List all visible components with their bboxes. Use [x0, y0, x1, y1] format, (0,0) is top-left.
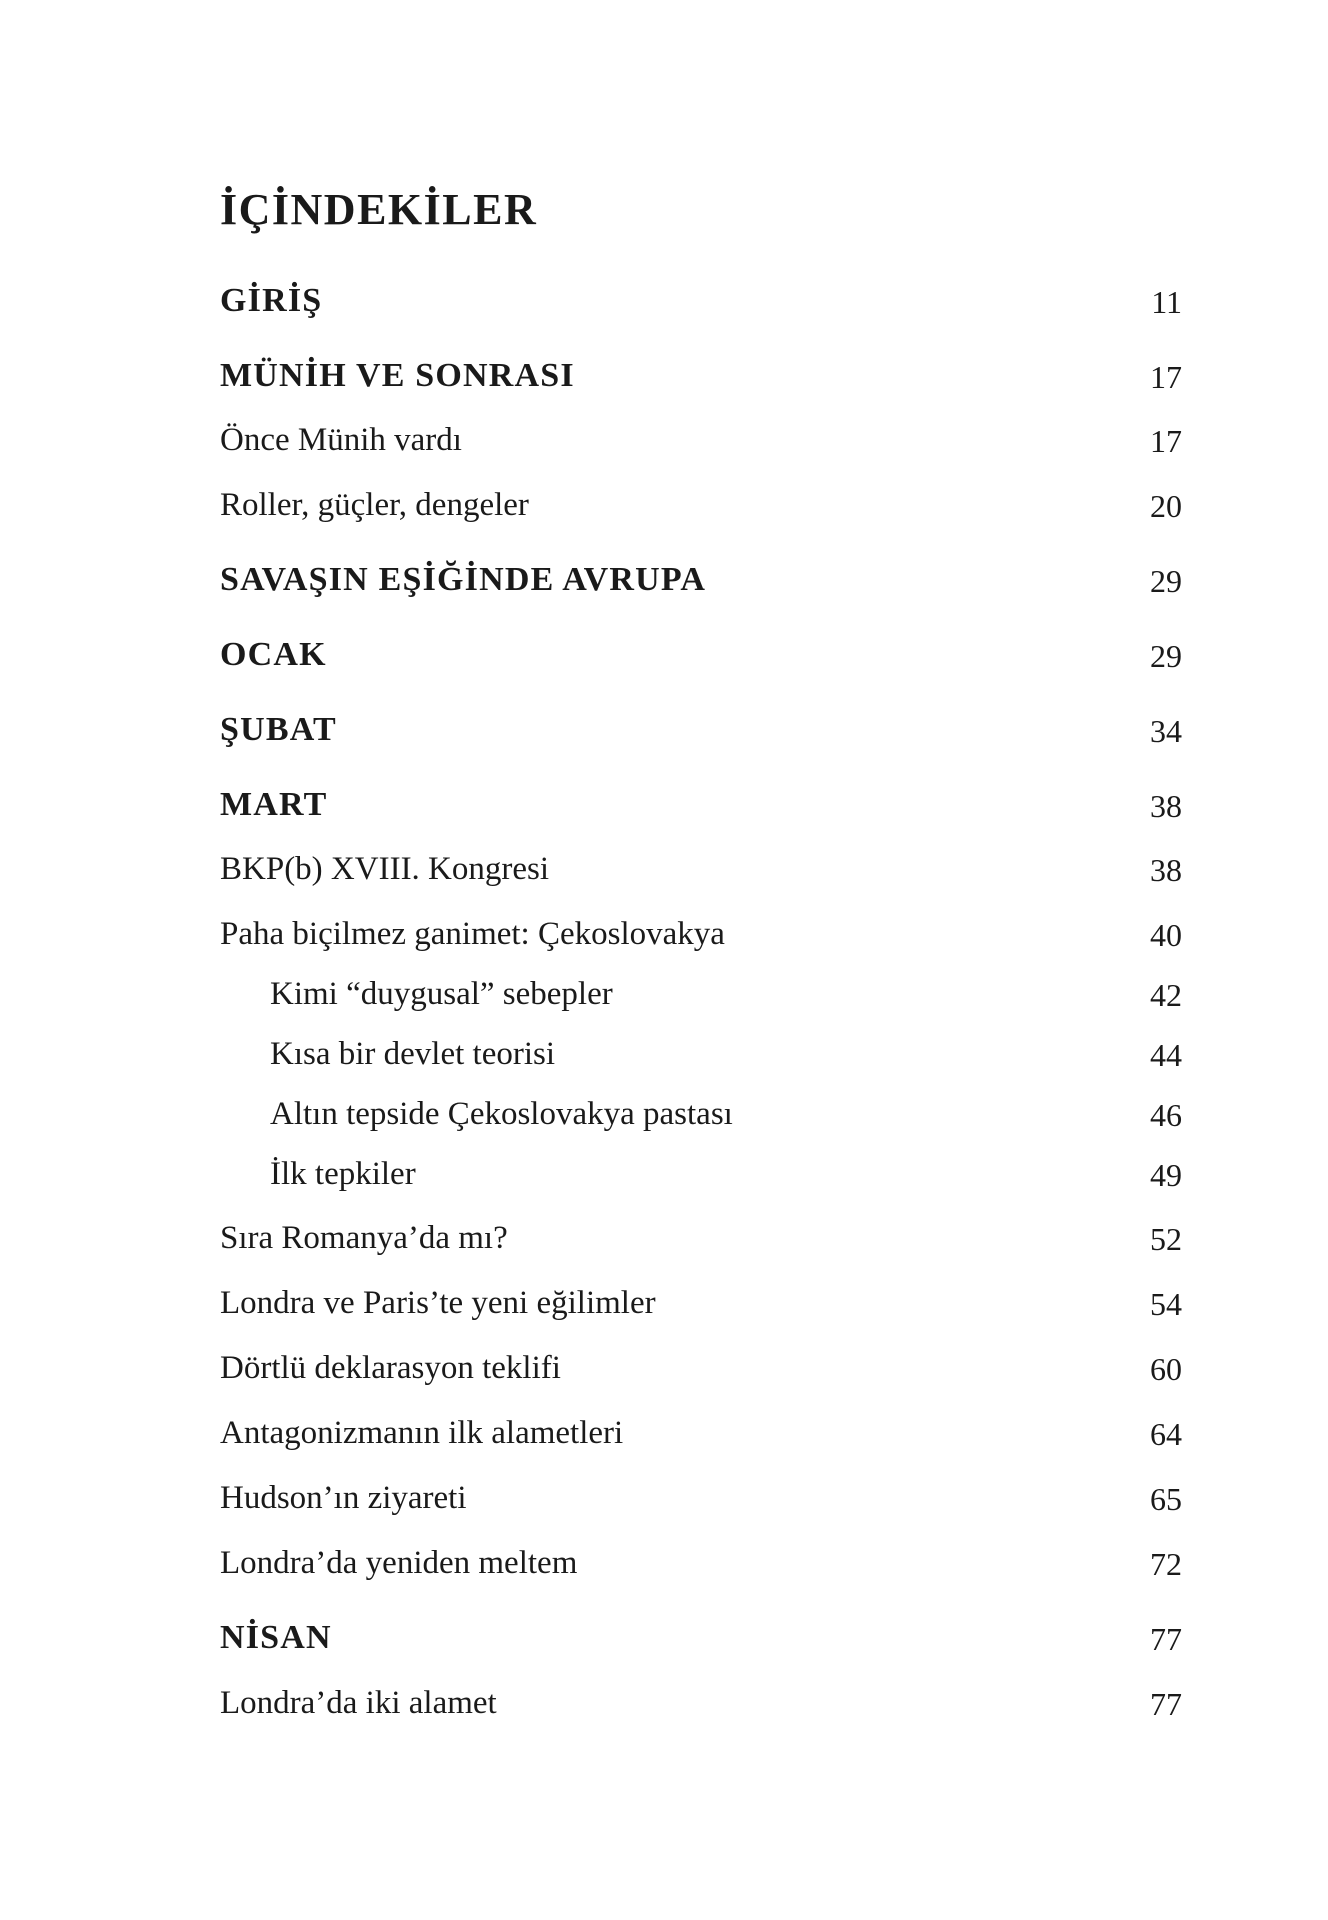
toc-entry-page-number: 20 — [1150, 488, 1182, 524]
toc-entry-page-number: 29 — [1150, 563, 1182, 599]
toc-entry-title: ŞUBAT — [220, 711, 337, 748]
toc-entry-title: MART — [220, 786, 328, 823]
toc-entry-title: Kimi “duygusal” sebepler — [270, 976, 613, 1012]
toc-entry — [0, 274, 1328, 318]
toc-entry-title: BKP(b) XVIII. Kongresi — [220, 851, 550, 887]
toc-entry — [0, 1276, 1328, 1320]
toc-entry-page-number: 60 — [1150, 1351, 1182, 1387]
toc-entry — [0, 842, 1328, 886]
toc-entry-page-number: 29 — [1150, 638, 1182, 674]
toc-entry-page-number: 17 — [1150, 359, 1182, 395]
toc-entry — [0, 1611, 1328, 1655]
toc-entry-title: Londra’da yeniden meltem — [220, 1545, 578, 1581]
toc-entry-page-number: 65 — [1150, 1481, 1182, 1517]
toc-entry — [0, 1341, 1328, 1385]
toc-entry — [0, 967, 1328, 1011]
toc-entry — [0, 478, 1328, 522]
toc-entry-page-number: 17 — [1150, 423, 1182, 459]
toc-entry-title: Londra’da iki alamet — [220, 1685, 497, 1721]
toc-entry-page-number: 44 — [1150, 1037, 1182, 1073]
toc-entry-title: Hudson’ın ziyareti — [220, 1480, 467, 1516]
toc-entry-title: Paha biçilmez ganimet: Çekoslovakya — [220, 916, 725, 952]
toc-entry — [0, 703, 1328, 747]
toc-entry-page-number: 52 — [1150, 1221, 1182, 1257]
toc-entry — [0, 349, 1328, 393]
toc-entry — [0, 413, 1328, 457]
toc-entry-title: Altın tepside Çekoslovakya pastası — [270, 1096, 733, 1132]
toc-entry-page-number: 64 — [1150, 1416, 1182, 1452]
toc-entry-title: SAVAŞIN EŞİĞİNDE AVRUPA — [220, 561, 707, 598]
toc-entry — [0, 1676, 1328, 1720]
toc-entry-page-number: 38 — [1150, 852, 1182, 888]
toc-entry — [0, 553, 1328, 597]
toc-entry-page-number: 11 — [1151, 284, 1182, 320]
toc-entry — [0, 1147, 1328, 1191]
toc-entry — [0, 1087, 1328, 1131]
toc-entry — [0, 1406, 1328, 1450]
toc-entry — [0, 628, 1328, 672]
toc-entry-page-number: 42 — [1150, 977, 1182, 1013]
toc-entry-title: MÜNİH VE SONRASI — [220, 357, 575, 394]
toc-entry-page-number: 77 — [1150, 1686, 1182, 1722]
page-title: İÇİNDEKİLER — [220, 185, 538, 234]
toc-entry-page-number: 54 — [1150, 1286, 1182, 1322]
toc-entry-title: Antagonizmanın ilk alametleri — [220, 1415, 624, 1451]
toc-entry — [0, 1471, 1328, 1515]
toc-entry — [0, 778, 1328, 822]
toc-entry-title: Dörtlü deklarasyon teklifi — [220, 1350, 561, 1386]
toc-entry-page-number: 40 — [1150, 917, 1182, 953]
toc-entry-title: İlk tepkiler — [270, 1156, 416, 1192]
toc-entry-title: Sıra Romanya’da mı? — [220, 1220, 508, 1256]
toc-entry-title: OCAK — [220, 636, 327, 673]
toc-entry-title: Kısa bir devlet teorisi — [270, 1036, 556, 1072]
toc-entry-page-number: 77 — [1150, 1621, 1182, 1657]
toc-entry-title: Londra ve Paris’te yeni eğilimler — [220, 1285, 656, 1321]
toc-entry-title: Roller, güçler, dengeler — [220, 487, 529, 523]
toc-entry-page-number: 49 — [1150, 1157, 1182, 1193]
toc-entry-page-number: 72 — [1150, 1546, 1182, 1582]
toc-entry — [0, 907, 1328, 951]
toc-entry — [0, 1027, 1328, 1071]
toc-entry-title: GİRİŞ — [220, 282, 323, 319]
toc-entry — [0, 1536, 1328, 1580]
toc-entry-page-number: 34 — [1150, 713, 1182, 749]
toc-entry — [0, 1211, 1328, 1255]
toc-entry-title: Önce Münih vardı — [220, 422, 462, 458]
toc-entry-page-number: 46 — [1150, 1097, 1182, 1133]
toc-entry-page-number: 38 — [1150, 788, 1182, 824]
toc-entry-title: NİSAN — [220, 1619, 332, 1656]
